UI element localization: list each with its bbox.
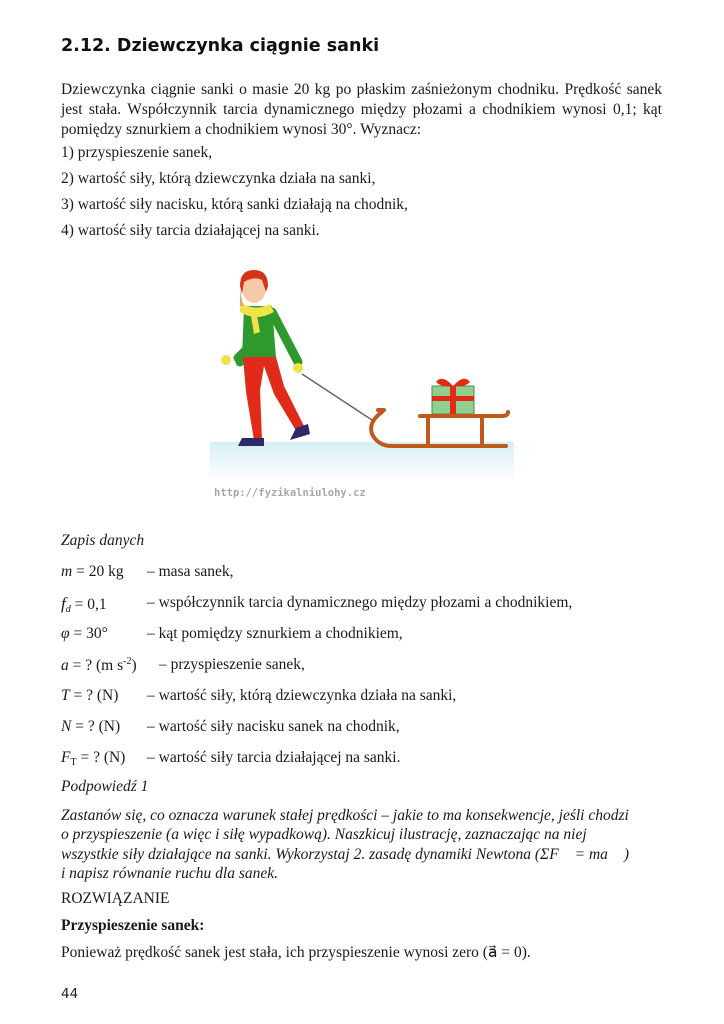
solution-subheading: Przyspieszenie sanek:	[61, 917, 205, 934]
page-number: 44	[61, 986, 79, 1002]
solution-text: Ponieważ prędkość sanek jest stała, ich przyspieszenie wynosi zero (a⃗ = 0).	[61, 944, 531, 961]
description: – wartość siły, którą dziewczynka działa na sanki,	[147, 687, 457, 704]
task-item-4: 4) wartość siły tarcia działającej na sanki.	[61, 222, 320, 239]
description: – masa sanek,	[147, 563, 234, 580]
solution-heading: ROZWIĄZANIE	[61, 890, 170, 907]
symbol: φ	[61, 625, 70, 642]
illustration-girl-pulling-sled	[210, 262, 518, 504]
symbol: N	[61, 718, 72, 735]
description: – wartość siły tarcia działającej na sanki.	[147, 749, 401, 766]
value: = ? (N)	[71, 718, 121, 735]
task-item-3: 3) wartość siły nacisku, którą sanki działają na chodnik,	[61, 196, 408, 213]
description: – współczynnik tarcia dynamicznego między płozami a chodnikiem,	[147, 594, 573, 611]
problem-text: Dziewczynka ciągnie sanki o masie 20 kg po płaskim zaśnieżonym chodniku. Prędkość sanek jest stała. Współczynnik tarcia dynamicznego między płozami a chodnikiem wynosi 0,1; kąt pomiędzy sznurkiem a chodnikiem wynosi 30°. Wyznacz:	[61, 81, 662, 138]
task-item-2: 2) wartość siły, którą dziewczynka działa na sanki,	[61, 170, 376, 187]
value: = 30°	[69, 625, 108, 642]
symbol: f	[61, 594, 66, 613]
description: – przyspieszenie sanek,	[159, 656, 305, 673]
sled-rope	[302, 374, 372, 420]
value: = 20 kg	[72, 563, 124, 580]
hint-heading: Podpowiedź 1	[61, 778, 149, 795]
hint-line-4: i napisz równanie ruchu dla sanek.	[61, 865, 278, 882]
gift-box	[432, 379, 474, 414]
description: – wartość siły nacisku sanek na chodnik,	[147, 718, 400, 735]
symbol: T	[61, 687, 70, 704]
symbol: a	[61, 657, 69, 674]
sled	[371, 410, 508, 446]
given-heading: Zapis danych	[61, 532, 145, 549]
hint-line-2: o przyspieszenie (a więc i siłę wypadkową). Naszkicuj ilustrację, zaznaczając na niej	[61, 826, 587, 843]
value: = ? (m s	[68, 657, 124, 674]
symbol: F	[61, 749, 71, 766]
figure-watermark: http://fyzikalniulohy.cz	[214, 487, 366, 499]
value: = ? (N)	[76, 749, 126, 766]
page-title: 2.12. Dziewczynka ciągnie sanki	[61, 36, 380, 56]
value: = 0,1	[70, 596, 107, 613]
subscript: d	[65, 604, 71, 615]
girl-figure	[221, 270, 310, 446]
superscript: -2	[123, 656, 132, 667]
value: = ? (N)	[69, 687, 119, 704]
description: – kąt pomiędzy sznurkiem a chodnikiem,	[147, 625, 403, 642]
hint-line-3: wszystkie siły działające na sanki. Wykorzystaj 2. zasadę dynamiki Newtona (ΣF⃗ = ma⃗ )	[61, 846, 629, 863]
close-paren: )	[131, 657, 137, 674]
task-item-1: 1) przyspieszenie sanek,	[61, 144, 213, 161]
symbol: m	[61, 563, 73, 580]
subscript: T	[70, 757, 77, 768]
hint-line-1: Zastanów się, co oznacza warunek stałej prędkości – jakie to ma konsekwencje, jeśli chodzi	[61, 807, 629, 824]
